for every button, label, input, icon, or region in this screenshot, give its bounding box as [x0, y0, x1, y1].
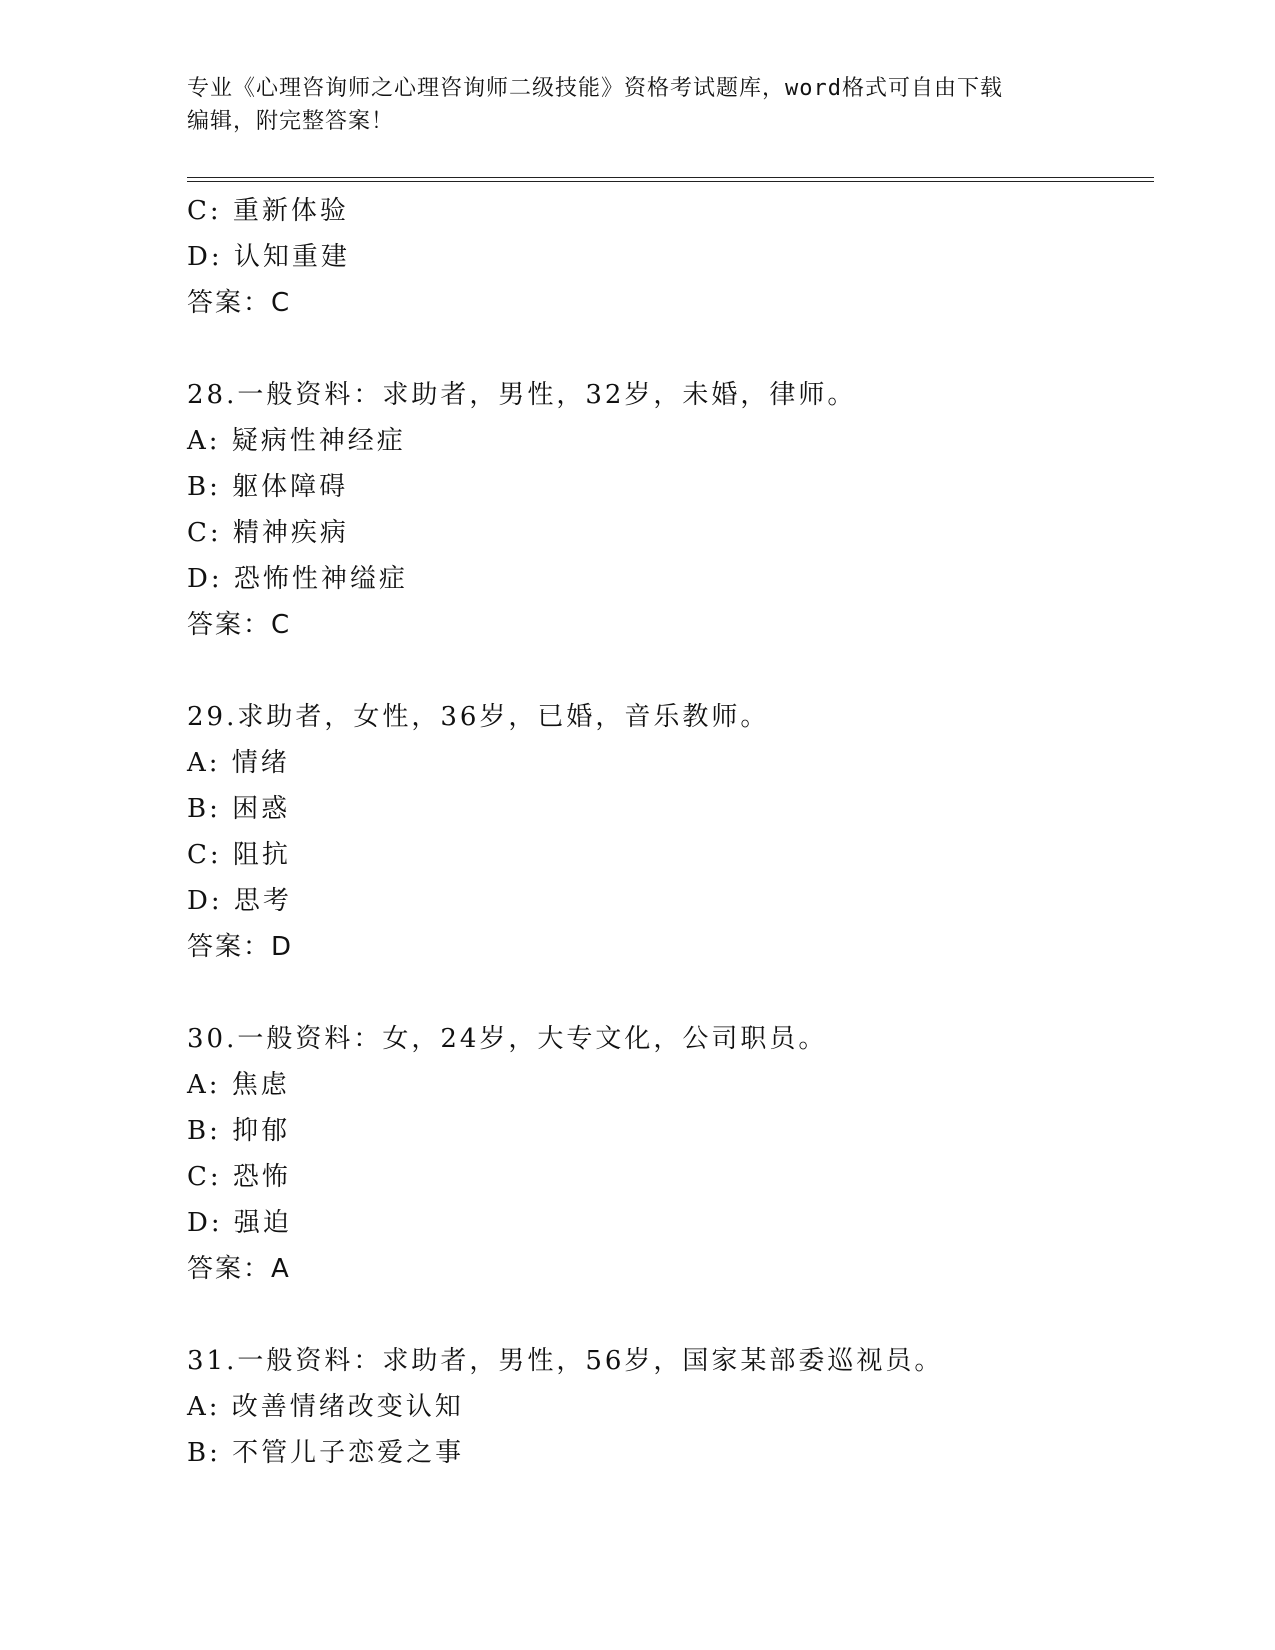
option-a: A: 情绪 [187, 748, 290, 778]
option-d: D: 强迫 [187, 1208, 292, 1238]
option-d: D: 思考 [187, 886, 292, 916]
answer-line: 答案：A [187, 1254, 291, 1284]
option-d: D: 恐怖性神缢症 [187, 564, 408, 594]
spacer [187, 326, 1147, 372]
option-a: A: 焦虑 [187, 1070, 290, 1100]
header-line-1: 专业《心理咨询师之心理咨询师二级技能》资格考试题库，word格式可自由下载 [187, 76, 1003, 101]
spacer [187, 648, 1147, 694]
option-d: D: 认知重建 [187, 242, 350, 272]
option-b: B: 不管儿子恋爱之事 [187, 1438, 465, 1468]
option-a: A: 疑病性神经症 [187, 426, 406, 456]
option-c: C: 重新体验 [187, 196, 349, 226]
option-c: C: 恐怖 [187, 1162, 291, 1192]
answer-line: 答案：C [187, 610, 292, 640]
option-c: C: 精神疾病 [187, 518, 349, 548]
option-b: B: 困惑 [187, 794, 291, 824]
document-header [187, 72, 1067, 138]
question-stem: 30.一般资料：女，24岁，大专文化，公司职员。 [187, 1024, 828, 1054]
option-c: C: 阻抗 [187, 840, 291, 870]
question-stem: 31.一般资料：求助者，男性，56岁，国家某部委巡视员。 [187, 1346, 944, 1376]
question-stem: 29.求助者，女性，36岁，已婚，音乐教师。 [187, 702, 770, 732]
spacer [187, 970, 1147, 1016]
answer-line: 答案：D [187, 932, 294, 962]
header-divider [187, 177, 1154, 182]
option-b: B: 躯体障碍 [187, 472, 349, 502]
option-b: B: 抑郁 [187, 1116, 291, 1146]
question-list [187, 188, 1147, 1476]
header-line-2: 编辑，附完整答案！ [187, 109, 395, 134]
option-a: A: 改善情绪改变认知 [187, 1392, 464, 1422]
question-stem: 28.一般资料：求助者，男性，32岁，未婚，律师。 [187, 380, 857, 410]
spacer [187, 1292, 1147, 1338]
answer-line: 答案：C [187, 288, 292, 318]
